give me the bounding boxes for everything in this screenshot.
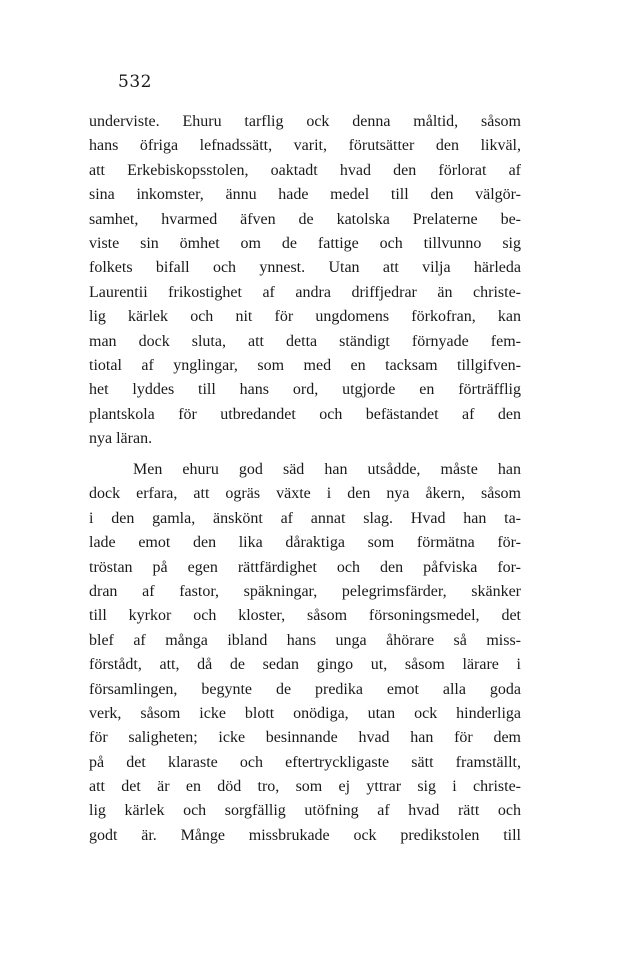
text-line: Men ehuru god säd han utsådde, måste han — [133, 461, 521, 478]
text-line: lig kärlek och sorgfällig utöfning af hvad rätt och — [89, 802, 521, 820]
text-line: samhet, hvarmed äfven de katolska Prelaterne be- — [89, 210, 521, 228]
paragraph-1 — [89, 110, 521, 451]
text-line: att det är en död tro, som ej yttrar sig i christe- — [89, 778, 521, 796]
text-line: att Erkebiskopsstolen, oaktadt hvad den förlorat af — [89, 161, 521, 179]
text-line: lade emot den lika dåraktiga som förmätna för- — [89, 534, 521, 552]
text-line: i den gamla, änskönt af annat slag. Hvad han ta- — [89, 509, 521, 527]
text-line: tröstan på egen rättfärdighet och den påfviska for- — [89, 558, 521, 576]
text-line: till kyrkor och kloster, såsom försoningsmedel, det — [89, 607, 521, 625]
text-line: lig kärlek och nit för ungdomens förkofran, kan — [89, 308, 521, 326]
text-line: Laurentii frikostighet af andra driffjedrar än christe- — [89, 283, 521, 301]
text-line: folkets bifall och ynnest. Utan att vilja härleda — [89, 259, 521, 277]
text-line: plantskola för utbredandet och befästandet af den — [89, 405, 521, 423]
text-line: hans öfriga lefnadssätt, varit, förutsätter den likväl, — [89, 137, 521, 155]
text-line: underviste. Ehuru tarflig ock denna måltid, såsom — [89, 113, 521, 130]
text-line: för saligheten; icke besinnande hvad han för dem — [89, 729, 521, 747]
text-line: församlingen, begynte de predika emot alla goda — [89, 680, 521, 698]
text-line: sina inkomster, ännu hade medel till den välgör- — [89, 186, 521, 204]
text-line: viste sin ömhet om de fattige och tillvunno sig — [89, 234, 521, 252]
text-line: dran af fastor, späkningar, pelegrimsfärder, skänker — [89, 582, 521, 600]
text-line: förstådt, att, då de sedan gingo ut, såsom lärare i — [89, 656, 521, 674]
text-line: blef af många ibland hans unga åhörare så miss- — [89, 631, 521, 649]
text-line: godt är. Månge missbrukade ock predikstolen till — [89, 826, 521, 844]
paragraph-2 — [89, 458, 521, 848]
text-line: verk, såsom icke blott onödiga, utan ock hinderliga — [89, 704, 521, 722]
text-line: man dock sluta, att detta ständigt förnyade fem- — [89, 332, 521, 350]
page-number: 532 — [118, 72, 152, 92]
text-line: tiotal af ynglingar, som med en tacksam tillgifven- — [89, 356, 521, 374]
text-line: på det klaraste och eftertryckligaste sätt framställt, — [89, 753, 521, 771]
text-line: nya läran. — [89, 430, 153, 448]
text-line: het lyddes till hans ord, utgjorde en förträfflig — [89, 381, 521, 399]
text-line: dock erfara, att ogräs växte i den nya åkern, såsom — [89, 485, 521, 503]
